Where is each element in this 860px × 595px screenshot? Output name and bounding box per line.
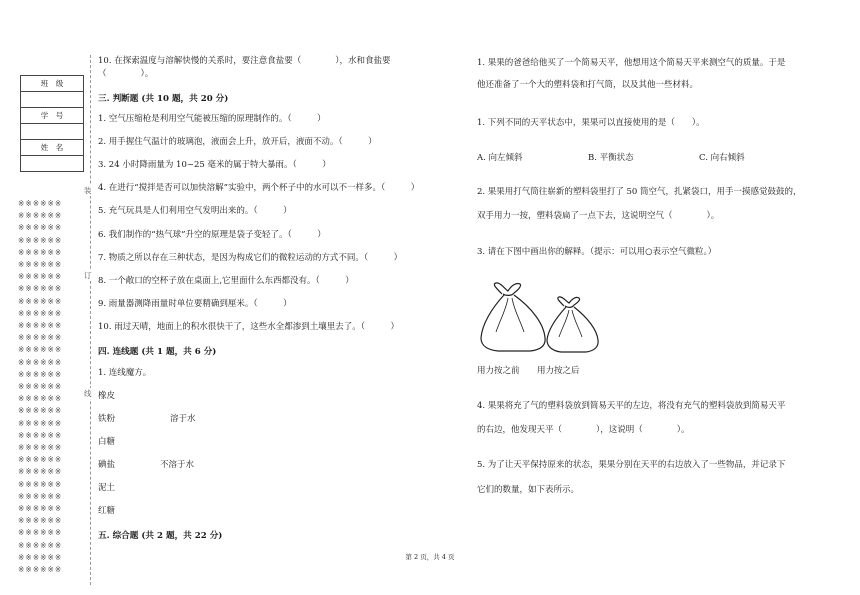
question-4-line1: 4. 果果将充了气的塑料袋放到简易天平的左边，将没有充气的塑料袋放到简易天平 (477, 401, 786, 411)
connect-intro: 1. 连线魔方。 (98, 368, 152, 378)
judge-item-9: 9. 雨量器测降雨量时单位要精确到厘米。（ ） (98, 299, 292, 309)
judge-item-8: 8. 一个敞口的空杯子放在桌面上,它里面什么东西都没有。（ ） (98, 276, 354, 286)
caption-after: 用力按之后 (537, 366, 580, 376)
intro-line1: 1. 果果的爸爸给他买了一个简易天平，他想用这个简易天平来测空气的质量。于是 (477, 58, 786, 68)
student-id-label: 学 号 (21, 108, 84, 124)
binding-char-xian: 线 (84, 389, 92, 398)
student-info-table (20, 75, 84, 172)
q1-option-c[interactable]: C. 向右倾斜 (699, 153, 745, 163)
question-3: 3. 请在下图中画出你的解释。（提示：可以用○表示空气微粒。） (477, 247, 717, 257)
judge-item-5: 5. 充气玩具是人们利用空气发明出来的。（ ） (98, 206, 292, 216)
class-field[interactable] (21, 92, 84, 108)
bag-before-illustration (478, 280, 550, 354)
question-4-line2: 的右边，他发现天平（ ），这说明（ ）。 (477, 425, 690, 435)
option-insoluble[interactable]: 不溶于水 (160, 460, 195, 470)
student-id-field[interactable] (21, 124, 84, 140)
caption-before: 用力按之前 (477, 366, 520, 376)
substance-item[interactable]: 泥土 (98, 483, 116, 493)
substance-item[interactable]: 橡皮 (98, 391, 116, 401)
binding-line (90, 55, 91, 585)
judge-item-7: 7. 物质之所以存在三种状态，是因为构成它们的微粒运动的方式不同。（ ） (98, 253, 403, 263)
name-field[interactable] (21, 156, 84, 172)
question-2-line1: 2. 果果用打气筒往崭新的塑料袋里打了 50 筒空气，扎紧袋口，用手一摸感觉鼓鼓的， (477, 187, 802, 197)
q1-option-b[interactable]: B. 平衡状态 (588, 153, 634, 163)
section-4-title: 四. 连线题 (共 1 题，共 6 分) (98, 347, 217, 357)
question-1: 1. 下列不同的天平状态中，果果可以直接使用的是（ ）。 (477, 118, 705, 128)
binding-char-ding: 订 (84, 271, 92, 280)
question-5-line1: 5. 为了让天平保持原来的状态，果果分别在天平的右边放入了一些物品，并记录下 (477, 460, 786, 470)
option-soluble[interactable]: 溶于水 (170, 414, 196, 424)
q1-option-a[interactable]: A. 向左倾斜 (477, 153, 523, 163)
judge-item-4: 4. 在进行“搅拌是否可以加快溶解”实验中，两个杯子中的水可以不一样多。（ ） (98, 183, 420, 193)
bag-after-illustration (544, 294, 602, 354)
substance-item[interactable]: 碘盐 (98, 460, 116, 470)
judge-item-1: 1. 空气压缩枪是利用空气能被压缩的原理制作的。（ ） (98, 114, 326, 124)
section-5-title: 五. 综合题 (共 2 题，共 22 分) (98, 531, 223, 541)
class-label: 班 级 (21, 76, 84, 92)
judge-item-3: 3. 24 小时降雨量为 10~25 毫米的属于特大暴雨。（ ） (98, 160, 331, 170)
substance-item[interactable]: 白糖 (98, 437, 116, 447)
name-label: 姓 名 (21, 140, 84, 156)
q10-line1: 10. 在探索温度与溶解快慢的关系时，要注意食盐要（ ），水和食盐要 (98, 56, 391, 66)
judge-item-10: 10. 雨过天晴，地面上的积水很快干了，这些水全都渗到土壤里去了。（ ） (98, 322, 399, 332)
judge-item-2: 2. 用手握住气温计的玻璃泡，液面会上升，放开后，液面不动。（ ） (98, 137, 377, 147)
binding-char-zhuang: 装 (84, 186, 92, 195)
q10-line2: （ ）。 (98, 69, 154, 79)
seal-pattern: ※※※※※※ ※※※※※※ ※※※※※※ ※※※※※※ ※※※※※※ ※※※※※※ ※※※※※※ ※※※※※※ ※※※※※※ ※※※※※※ ※※※※※※ ※※※※※※ ※※※※※※ ※※※※※※ ※※※※※※ ※※※※※※ ※※※※※※ ※※※※※※ ※※※※※※ ※※※※※※ ※※※※※※ ※※※※※※ ※※※※※※ ※※※※※※ ※※※※※※ ※※※※※※ ※※※※※※ ※※※※※※ ※※※※※※ ※※※※※※ ※※※※※※ (18, 199, 63, 575)
substance-item[interactable]: 红糖 (98, 506, 116, 516)
question-5-line2: 它们的数量，如下表所示。 (477, 485, 580, 495)
intro-line2: 他还准备了一个大的塑料袋和打气筒，以及其他一些材料。 (477, 80, 699, 90)
judge-item-6: 6. 我们制作的“热气球”升空的原理是袋子变轻了。（ ） (98, 230, 326, 240)
section-3-title: 三. 判断题 (共 10 题，共 20 分) (98, 94, 229, 104)
page-footer: 第 2 页，共 4 页 (405, 553, 455, 561)
substance-item[interactable]: 铁粉 (98, 414, 116, 424)
question-2-line2: 双手用力一按，塑料袋扁了一点下去，这说明空气（ ）。 (477, 211, 720, 221)
